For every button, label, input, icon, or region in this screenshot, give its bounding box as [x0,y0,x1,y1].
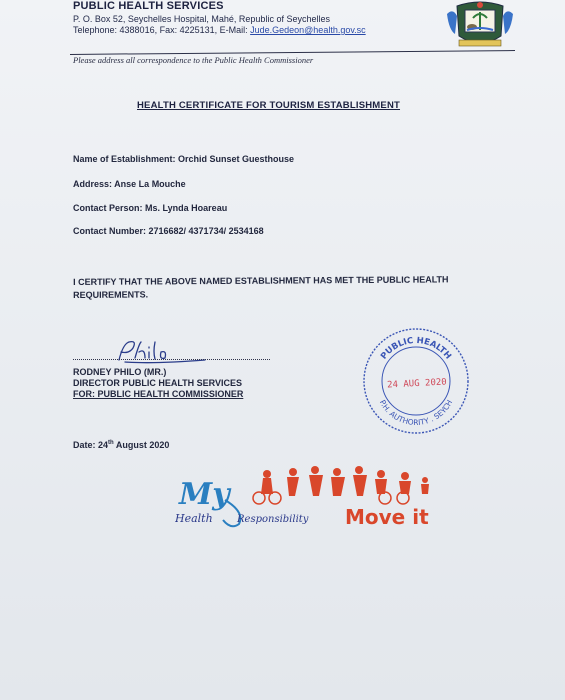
correspondence-note: Please address all correspondence to the Public Health Commissioner [73,55,314,65]
certification-line-2: REQUIREMENTS. [73,289,149,300]
date-rest: August 2020 [113,440,170,450]
certificate-date [73,440,169,450]
contact-person-field: Contact Person: Ms. Lynda Hoareau [73,203,228,213]
handwritten-signature [115,338,210,366]
stamp-date: 24 AUG 2020 [386,377,447,391]
date-suffix: th [108,440,114,446]
logo-health-text: Health [175,512,213,525]
official-stamp [360,325,472,437]
establishment-name-field: Name of Establishment: Orchid Sunset Guesthouse [73,154,295,164]
contact-number-field: Contact Number: 2716682/ 4371734/ 2534168 [73,226,264,236]
svg-text:PUBLIC HEALTH [379,336,453,362]
document-title: HEALTH CERTIFICATE FOR TOURISM ESTABLISHMENT [137,100,401,111]
signatory-for-line: FOR: PUBLIC HEALTH COMMISSIONER [73,389,244,399]
signatory-block [73,367,243,400]
header-contact [73,25,366,36]
logo-move-it-text: Move it [345,505,429,529]
my-health-move-it-logo [175,462,440,534]
logo-responsibility-text: Responsibility [237,514,309,525]
header-address: P. O. Box 52, Seychelles Hospital, Mahé, Republic of Seychelles [73,14,330,24]
date-label: Date: 24 [73,440,109,450]
header-email-link[interactable]: Jude.Gedeon@health.gov.sc [250,25,366,35]
header-contact-text: Telephone: 4388016, Fax: 4225131, E-Mail: [73,25,251,35]
address-field: Address: Anse La Mouche [73,179,186,189]
stamp-bottom-text: P.H. AUTHORITY . SEYCH [377,398,455,428]
signatory-name: RODNEY PHILO (MR.) [73,367,167,377]
logo-my-text: My [179,477,230,512]
signatory-title: DIRECTOR PUBLIC HEALTH SERVICES [73,378,243,388]
logo-bicycles [253,492,409,504]
coat-of-arms-icon [443,0,517,48]
header-title: PUBLIC HEALTH SERVICES [73,0,224,12]
certification-statement [73,273,523,302]
certification-line-1: I CERTIFY THAT THE ABOVE NAMED ESTABLISHMENT HAS MET THE PUBLIC HEALTH [73,274,449,287]
stamp-top-text: PUBLIC HEALTH [379,335,453,362]
signature-line [73,359,270,360]
